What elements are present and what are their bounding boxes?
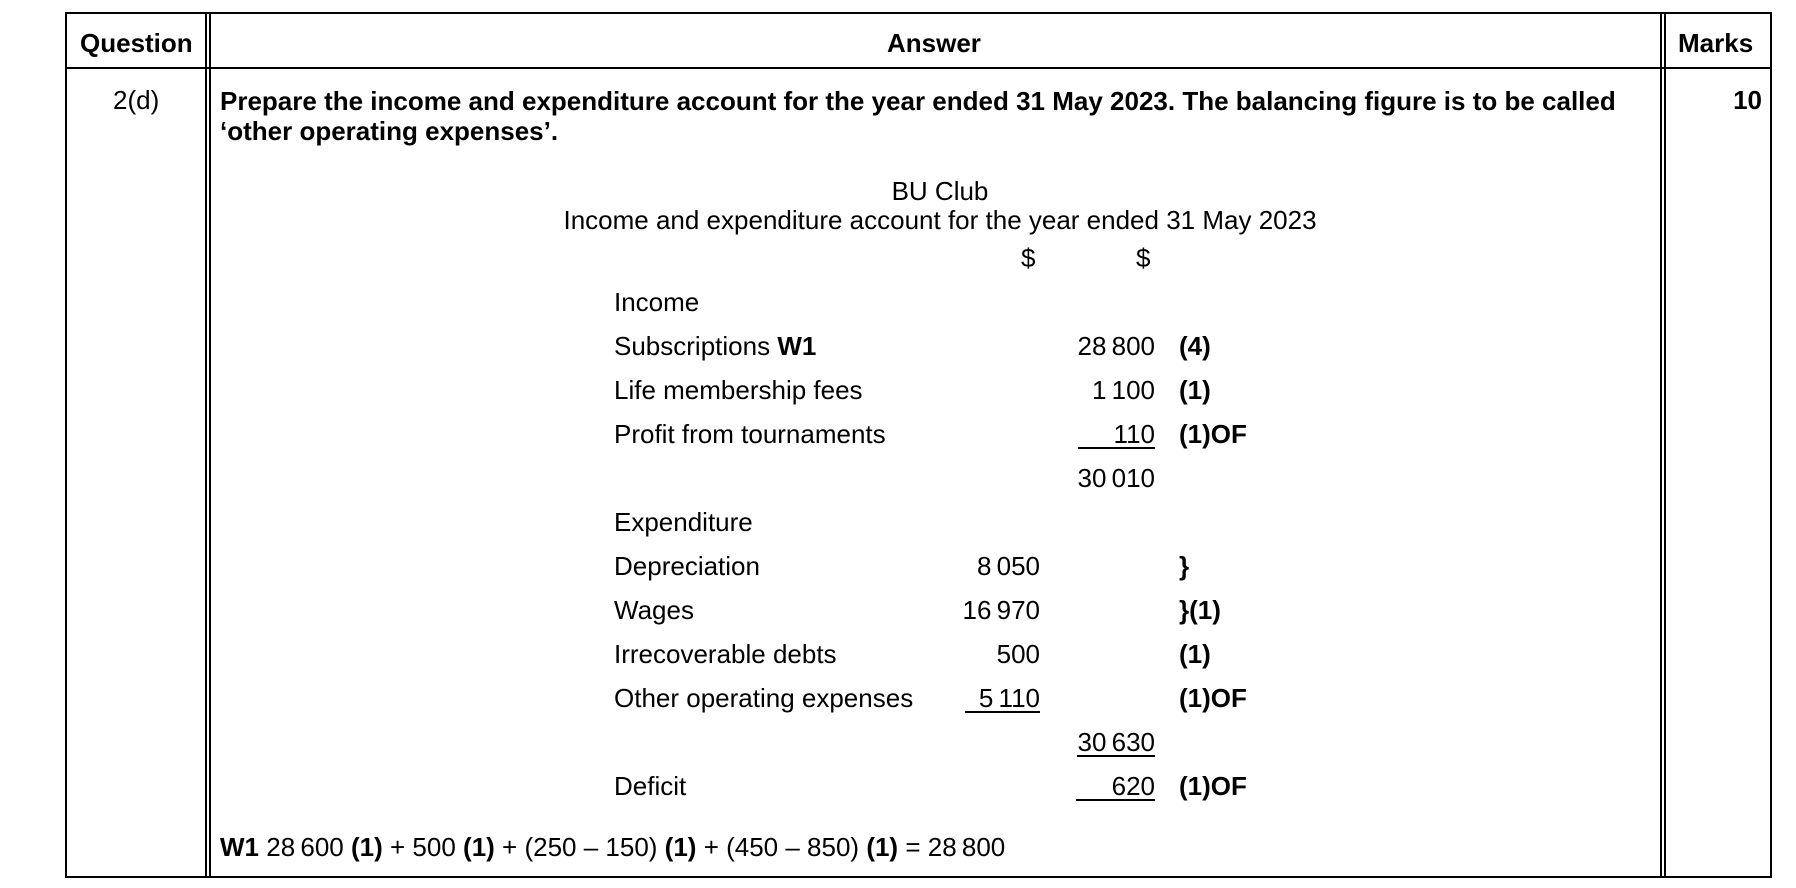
currency-column-1: $	[1021, 243, 1036, 273]
club-name: BU Club	[891, 176, 989, 206]
deficit-mark: (1)OF	[1179, 771, 1247, 801]
life-membership-row	[0, 375, 1796, 405]
irrecoverable-mark: (1)	[1179, 639, 1211, 669]
working-part-5: = 28 800	[905, 832, 1006, 862]
tournaments-row	[0, 419, 1796, 449]
wages-label: Wages	[614, 595, 694, 625]
question-prompt: Prepare the income and expenditure account for the year ended 31 May 2023. The balancing figure is to be called ‘other operating expenses’.	[220, 86, 1616, 146]
other-operating-row	[0, 683, 1796, 713]
answer-column-header: Answer	[887, 28, 981, 58]
wages-row	[0, 595, 1796, 625]
other-operating-mark: (1)OF	[1179, 683, 1247, 713]
expenditure-total: 30 630	[1077, 727, 1155, 757]
working-part-4: + (450 – 850)	[703, 832, 860, 862]
depreciation-label: Depreciation	[614, 551, 760, 581]
working-mark-4: (1)	[866, 832, 899, 862]
working-mark-3: (1)	[664, 832, 697, 862]
expenditure-heading: Expenditure	[614, 507, 753, 537]
tournaments-mark: (1)OF	[1179, 419, 1247, 449]
life-membership-mark: (1)	[1179, 375, 1211, 405]
subscriptions-text: Subscriptions	[614, 331, 771, 361]
expenditure-total-cell	[1077, 727, 1155, 757]
tournaments-amount: 110	[1078, 421, 1155, 449]
currency-column-2: $	[1136, 243, 1151, 273]
expenditure-total-row	[0, 727, 1796, 757]
depreciation-row	[0, 551, 1796, 581]
irrecoverable-row	[0, 639, 1796, 669]
marks-total: 10	[1733, 85, 1762, 115]
subscriptions-mark: (4)	[1179, 331, 1211, 361]
deficit-label: Deficit	[614, 771, 687, 801]
working-part-2: + 500	[390, 832, 456, 862]
income-total: 30 010	[1077, 463, 1155, 493]
header-divider	[65, 67, 1772, 69]
other-operating-label: Other operating expenses	[614, 683, 914, 713]
other-operating-amount: 5 110	[965, 685, 1040, 713]
depreciation-mark: }	[1179, 551, 1190, 581]
question-number: 2(d)	[113, 85, 160, 115]
working-w1	[220, 832, 1005, 862]
irrecoverable-label: Irrecoverable debts	[614, 639, 837, 669]
working-part-3: + (250 – 150)	[502, 832, 658, 862]
life-membership-label: Life membership fees	[614, 375, 863, 405]
account-title: Income and expenditure account for the year ended 31 May 2023	[563, 205, 1317, 235]
subscriptions-working-ref: W1	[777, 331, 817, 361]
working-part-1: 28 600	[266, 832, 344, 862]
deficit-row	[0, 771, 1796, 801]
tournaments-amount-cell	[1078, 419, 1155, 449]
working-ref: W1	[220, 832, 259, 862]
wages-amount: 16 970	[962, 595, 1040, 625]
irrecoverable-amount: 500	[996, 639, 1040, 669]
question-column-header: Question	[80, 28, 193, 58]
income-total-row	[0, 463, 1796, 493]
subscriptions-label	[614, 331, 816, 361]
deficit-amount: 620	[1076, 773, 1155, 801]
working-mark-2: (1)	[463, 832, 495, 862]
other-operating-amount-cell	[965, 683, 1040, 713]
marks-column-header: Marks	[1678, 28, 1754, 58]
income-heading-row	[0, 287, 1796, 317]
expenditure-heading-row	[0, 507, 1796, 537]
working-mark-1: (1)	[350, 832, 383, 862]
tournaments-label: Profit from tournaments	[614, 419, 886, 449]
subscriptions-amount: 28 800	[1077, 331, 1155, 361]
deficit-amount-cell	[1076, 771, 1155, 801]
life-membership-amount: 1 100	[1091, 375, 1155, 405]
subscriptions-row	[0, 331, 1796, 361]
income-heading: Income	[614, 287, 700, 317]
depreciation-amount: 8 050	[976, 551, 1040, 581]
wages-mark: }(1)	[1179, 595, 1221, 625]
